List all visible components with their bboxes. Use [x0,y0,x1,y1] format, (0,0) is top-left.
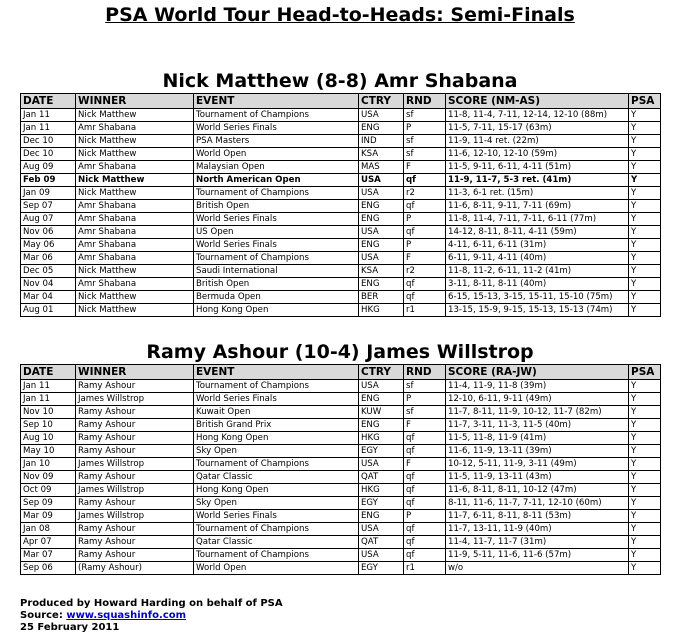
cell-psa: Y [629,265,661,278]
table-row [21,380,661,393]
cell-score: 11-6, 8-11, 9-11, 7-11 (69m) [446,200,629,213]
cell-rnd: sf [404,135,446,148]
cell-event: Qatar Classic [194,536,359,549]
cell-winner: Amr Shabana [76,226,194,239]
cell-winner: Nick Matthew [76,148,194,161]
cell-score: 8-11, 11-6, 11-7, 7-11, 12-10 (60m) [446,497,629,510]
cell-rnd: qf [404,278,446,291]
cell-rnd: F [404,458,446,471]
head-to-head-table-matthew-shabana [20,93,661,317]
cell-event: Hong Kong Open [194,432,359,445]
cell-score: 11-4, 11-9, 11-8 (39m) [446,380,629,393]
cell-date: Oct 09 [21,484,76,497]
cell-date: Nov 06 [21,226,76,239]
column-header-rnd: RND [404,94,446,109]
cell-event: World Series Finals [194,393,359,406]
cell-psa: Y [629,304,661,317]
table-row [21,549,661,562]
cell-score: 3-11, 8-11, 8-11 (40m) [446,278,629,291]
cell-score: 11-5, 9-11, 6-11, 4-11 (51m) [446,161,629,174]
cell-rnd: r2 [404,187,446,200]
cell-rnd: qf [404,432,446,445]
table-row [21,445,661,458]
cell-psa: Y [629,109,661,122]
cell-score: 11-7, 3-11, 11-3, 11-5 (40m) [446,419,629,432]
cell-event: Tournament of Champions [194,380,359,393]
cell-winner: (Ramy Ashour) [76,562,194,575]
cell-score: w/o [446,562,629,575]
cell-winner: Nick Matthew [76,265,194,278]
cell-psa: Y [629,174,661,187]
column-header-score: SCORE (RA-JW) [446,365,629,380]
cell-event: Tournament of Champions [194,252,359,265]
cell-event: World Series Finals [194,239,359,252]
cell-winner: Ramy Ashour [76,432,194,445]
cell-winner: Ramy Ashour [76,536,194,549]
cell-score: 13-15, 15-9, 9-15, 15-13, 15-13 (74m) [446,304,629,317]
footer-source-label: Source: [20,610,67,621]
cell-score: 11-5, 11-9, 13-11 (43m) [446,471,629,484]
cell-rnd: P [404,510,446,523]
cell-date: Jan 08 [21,523,76,536]
cell-ctry: USA [359,109,404,122]
cell-event: British Open [194,278,359,291]
table-row [21,458,661,471]
cell-ctry: USA [359,174,404,187]
column-header-event: EVENT [194,94,359,109]
cell-ctry: QAT [359,536,404,549]
cell-psa: Y [629,252,661,265]
table-row [21,291,661,304]
cell-date: Sep 06 [21,562,76,575]
cell-event: World Open [194,148,359,161]
cell-date: Mar 06 [21,252,76,265]
cell-ctry: KSA [359,148,404,161]
cell-psa: Y [629,562,661,575]
cell-psa: Y [629,226,661,239]
cell-rnd: qf [404,291,446,304]
cell-score: 6-15, 15-13, 3-15, 15-11, 15-10 (75m) [446,291,629,304]
cell-score: 14-12, 8-11, 8-11, 4-11 (59m) [446,226,629,239]
cell-winner: James Willstrop [76,484,194,497]
table-row [21,239,661,252]
cell-rnd: P [404,239,446,252]
table-row [21,213,661,226]
cell-psa: Y [629,148,661,161]
cell-rnd: qf [404,226,446,239]
cell-winner: Nick Matthew [76,187,194,200]
cell-event: Kuwait Open [194,406,359,419]
table-row [21,497,661,510]
table-row [21,471,661,484]
cell-psa: Y [629,393,661,406]
cell-psa: Y [629,445,661,458]
cell-ctry: EGY [359,562,404,575]
cell-rnd: F [404,161,446,174]
cell-date: Sep 10 [21,419,76,432]
cell-date: Jan 09 [21,187,76,200]
cell-ctry: USA [359,187,404,200]
cell-psa: Y [629,135,661,148]
cell-rnd: qf [404,471,446,484]
cell-winner: Ramy Ashour [76,445,194,458]
cell-score: 6-11, 9-11, 4-11 (40m) [446,252,629,265]
source-link[interactable]: www.squashinfo.com [66,610,187,621]
cell-winner: James Willstrop [76,510,194,523]
cell-winner: James Willstrop [76,393,194,406]
cell-winner: Amr Shabana [76,213,194,226]
cell-date: Mar 07 [21,549,76,562]
cell-psa: Y [629,510,661,523]
column-header-psa: PSA [629,365,661,380]
column-header-score: SCORE (NM-AS) [446,94,629,109]
cell-psa: Y [629,497,661,510]
cell-rnd: sf [404,406,446,419]
cell-psa: Y [629,406,661,419]
cell-ctry: KSA [359,265,404,278]
cell-date: Jan 10 [21,458,76,471]
cell-winner: Amr Shabana [76,161,194,174]
cell-rnd: qf [404,484,446,497]
cell-score: 12-10, 6-11, 9-11 (49m) [446,393,629,406]
cell-score: 11-5, 11-8, 11-9 (41m) [446,432,629,445]
cell-event: Tournament of Champions [194,109,359,122]
table-row [21,536,661,549]
cell-winner: James Willstrop [76,458,194,471]
cell-score: 11-9, 5-11, 11-6, 11-6 (57m) [446,549,629,562]
cell-winner: Ramy Ashour [76,380,194,393]
table-row [21,161,661,174]
cell-winner: Amr Shabana [76,278,194,291]
table-row [21,109,661,122]
column-header-date: DATE [21,94,76,109]
section-heading-ashour-willstrop: Ramy Ashour (10-4) James Willstrop [146,341,534,363]
cell-event: World Series Finals [194,510,359,523]
cell-rnd: qf [404,549,446,562]
cell-winner: Amr Shabana [76,200,194,213]
column-header-ctry: CTRY [359,365,404,380]
cell-date: May 10 [21,445,76,458]
cell-rnd: P [404,213,446,226]
table-row [21,226,661,239]
cell-score: 4-11, 6-11, 6-11 (31m) [446,239,629,252]
cell-rnd: r1 [404,304,446,317]
cell-date: Aug 09 [21,161,76,174]
header-row [21,94,661,109]
cell-psa: Y [629,536,661,549]
cell-ctry: QAT [359,471,404,484]
cell-winner: Nick Matthew [76,135,194,148]
cell-winner: Nick Matthew [76,109,194,122]
cell-ctry: EGY [359,445,404,458]
cell-date: Nov 10 [21,406,76,419]
cell-event: US Open [194,226,359,239]
cell-psa: Y [629,458,661,471]
footer-source [20,610,283,622]
cell-event: North American Open [194,174,359,187]
column-header-winner: WINNER [76,365,194,380]
cell-winner: Nick Matthew [76,174,194,187]
cell-rnd: qf [404,536,446,549]
cell-event: Sky Open [194,445,359,458]
cell-psa: Y [629,278,661,291]
cell-date: Dec 05 [21,265,76,278]
cell-rnd: qf [404,523,446,536]
cell-date: May 06 [21,239,76,252]
cell-score: 11-5, 7-11, 15-17 (63m) [446,122,629,135]
cell-score: 11-6, 12-10, 12-10 (59m) [446,148,629,161]
cell-ctry: USA [359,226,404,239]
cell-psa: Y [629,239,661,252]
cell-winner: Ramy Ashour [76,523,194,536]
cell-event: Hong Kong Open [194,484,359,497]
cell-psa: Y [629,419,661,432]
cell-date: Nov 09 [21,471,76,484]
cell-rnd: qf [404,174,446,187]
table-row [21,562,661,575]
cell-rnd: P [404,393,446,406]
table-row [21,187,661,200]
cell-score: 11-9, 11-4 ret. (22m) [446,135,629,148]
cell-psa: Y [629,523,661,536]
table-row [21,278,661,291]
cell-event: World Open [194,562,359,575]
cell-event: Saudi International [194,265,359,278]
cell-ctry: ENG [359,393,404,406]
cell-rnd: P [404,122,446,135]
cell-score: 11-4, 11-7, 11-7 (31m) [446,536,629,549]
cell-date: Jan 11 [21,380,76,393]
cell-psa: Y [629,432,661,445]
cell-event: Tournament of Champions [194,523,359,536]
cell-winner: Nick Matthew [76,304,194,317]
cell-score: 11-3, 6-1 ret. (15m) [446,187,629,200]
cell-ctry: KUW [359,406,404,419]
cell-date: Jan 11 [21,122,76,135]
cell-score: 11-7, 6-11, 8-11, 8-11 (53m) [446,510,629,523]
cell-date: Aug 10 [21,432,76,445]
cell-rnd: sf [404,109,446,122]
cell-score: 11-8, 11-4, 7-11, 12-14, 12-10 (88m) [446,109,629,122]
cell-ctry: ENG [359,278,404,291]
table-row [21,406,661,419]
cell-date: Feb 09 [21,174,76,187]
table-row [21,432,661,445]
cell-ctry: ENG [359,122,404,135]
cell-psa: Y [629,187,661,200]
cell-ctry: USA [359,380,404,393]
cell-rnd: sf [404,148,446,161]
cell-winner: Amr Shabana [76,252,194,265]
cell-date: Dec 10 [21,148,76,161]
table-row [21,174,661,187]
footer-produced-by: Produced by Howard Harding on behalf of PSA [20,598,283,609]
cell-date: Sep 07 [21,200,76,213]
cell-ctry: HKG [359,304,404,317]
cell-score: 11-8, 11-4, 7-11, 7-11, 6-11 (77m) [446,213,629,226]
cell-score: 10-12, 5-11, 11-9, 3-11 (49m) [446,458,629,471]
cell-date: Sep 09 [21,497,76,510]
cell-psa: Y [629,122,661,135]
cell-psa: Y [629,213,661,226]
cell-ctry: USA [359,458,404,471]
column-header-rnd: RND [404,365,446,380]
footer [20,598,283,634]
cell-ctry: USA [359,549,404,562]
cell-ctry: USA [359,523,404,536]
cell-psa: Y [629,161,661,174]
cell-winner: Amr Shabana [76,122,194,135]
cell-psa: Y [629,549,661,562]
cell-rnd: qf [404,497,446,510]
cell-psa: Y [629,200,661,213]
cell-event: Tournament of Champions [194,458,359,471]
cell-ctry: USA [359,252,404,265]
cell-winner: Ramy Ashour [76,497,194,510]
header-row [21,365,661,380]
cell-rnd: qf [404,445,446,458]
table-row [21,135,661,148]
cell-psa: Y [629,471,661,484]
cell-date: Nov 04 [21,278,76,291]
cell-date: Jan 11 [21,109,76,122]
cell-score: 11-7, 8-11, 11-9, 10-12, 11-7 (82m) [446,406,629,419]
cell-score: 11-8, 11-2, 6-11, 11-2 (41m) [446,265,629,278]
cell-event: World Series Finals [194,122,359,135]
cell-event: World Series Finals [194,213,359,226]
table-row [21,200,661,213]
cell-ctry: HKG [359,432,404,445]
cell-winner: Ramy Ashour [76,419,194,432]
cell-event: Tournament of Champions [194,549,359,562]
cell-rnd: F [404,419,446,432]
cell-psa: Y [629,484,661,497]
cell-winner: Ramy Ashour [76,471,194,484]
cell-psa: Y [629,291,661,304]
cell-ctry: ENG [359,239,404,252]
cell-ctry: IND [359,135,404,148]
table-row [21,252,661,265]
cell-score: 11-7, 13-11, 11-9 (40m) [446,523,629,536]
cell-event: Hong Kong Open [194,304,359,317]
cell-event: PSA Masters [194,135,359,148]
table-row [21,393,661,406]
cell-date: Aug 01 [21,304,76,317]
cell-ctry: BER [359,291,404,304]
cell-date: Jan 11 [21,393,76,406]
cell-winner: Nick Matthew [76,291,194,304]
footer-date: 25 February 2011 [20,622,120,633]
column-header-event: EVENT [194,365,359,380]
table-row [21,419,661,432]
section-heading-matthew-shabana: Nick Matthew (8-8) Amr Shabana [162,70,518,92]
cell-ctry: MAS [359,161,404,174]
cell-rnd: r1 [404,562,446,575]
table-row [21,510,661,523]
column-header-psa: PSA [629,94,661,109]
cell-rnd: F [404,252,446,265]
cell-score: 11-9, 11-7, 5-3 ret. (41m) [446,174,629,187]
table-row [21,122,661,135]
cell-ctry: ENG [359,213,404,226]
cell-rnd: qf [404,200,446,213]
cell-psa: Y [629,380,661,393]
cell-winner: Ramy Ashour [76,406,194,419]
cell-event: Malaysian Open [194,161,359,174]
cell-date: Dec 10 [21,135,76,148]
cell-event: Tournament of Champions [194,187,359,200]
cell-event: Bermuda Open [194,291,359,304]
cell-ctry: HKG [359,484,404,497]
cell-winner: Ramy Ashour [76,549,194,562]
page-title: PSA World Tour Head-to-Heads: Semi-Finals [105,4,575,26]
cell-ctry: ENG [359,200,404,213]
cell-ctry: EGY [359,497,404,510]
table-row [21,265,661,278]
cell-ctry: ENG [359,510,404,523]
cell-rnd: r2 [404,265,446,278]
cell-date: Apr 07 [21,536,76,549]
head-to-head-table-ashour-willstrop [20,364,661,575]
column-header-winner: WINNER [76,94,194,109]
cell-event: Qatar Classic [194,471,359,484]
table-row [21,484,661,497]
cell-event: British Open [194,200,359,213]
cell-event: Sky Open [194,497,359,510]
cell-rnd: sf [404,380,446,393]
column-header-date: DATE [21,365,76,380]
column-header-ctry: CTRY [359,94,404,109]
cell-date: Aug 07 [21,213,76,226]
cell-ctry: ENG [359,419,404,432]
cell-score: 11-6, 11-9, 13-11 (39m) [446,445,629,458]
table-row [21,523,661,536]
cell-winner: Amr Shabana [76,239,194,252]
cell-date: Mar 09 [21,510,76,523]
cell-date: Mar 04 [21,291,76,304]
table-row [21,148,661,161]
cell-event: British Grand Prix [194,419,359,432]
table-row [21,304,661,317]
cell-score: 11-6, 8-11, 8-11, 10-12 (47m) [446,484,629,497]
